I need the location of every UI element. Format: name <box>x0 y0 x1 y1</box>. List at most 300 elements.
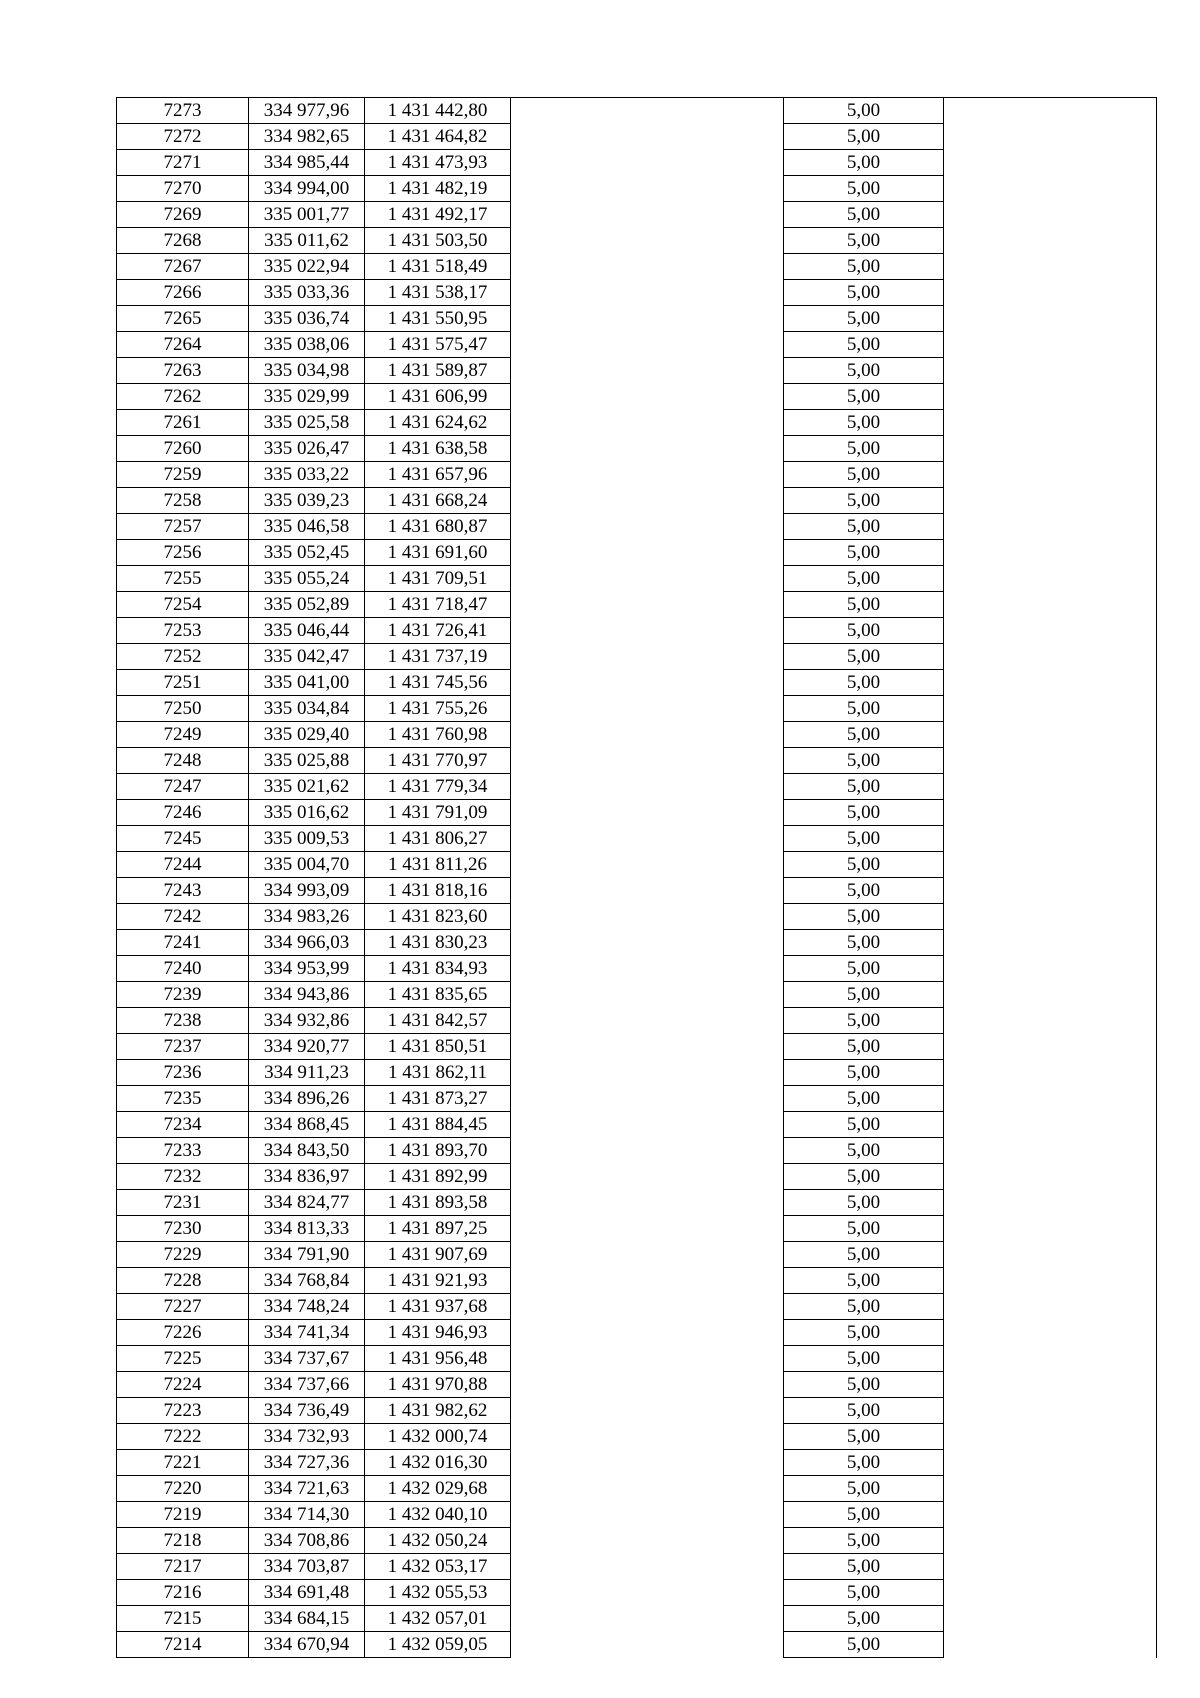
table-row <box>117 1216 1157 1242</box>
note-cell <box>511 98 784 124</box>
table-row <box>117 956 1157 982</box>
table-row <box>117 1424 1157 1450</box>
extra-cell <box>944 878 1157 904</box>
coordinates-table-body <box>117 98 1157 1658</box>
accuracy-cell: 5,00 <box>784 1606 944 1632</box>
note-cell <box>511 1632 784 1658</box>
table-row <box>117 748 1157 774</box>
x-coordinate-cell: 335 021,62 <box>249 774 365 800</box>
accuracy-cell: 5,00 <box>784 592 944 618</box>
extra-cell <box>944 1554 1157 1580</box>
point-number-cell: 7270 <box>117 176 249 202</box>
table-row <box>117 1242 1157 1268</box>
table-row <box>117 878 1157 904</box>
accuracy-cell: 5,00 <box>784 852 944 878</box>
note-cell <box>511 280 784 306</box>
extra-cell <box>944 436 1157 462</box>
x-coordinate-cell: 334 994,00 <box>249 176 365 202</box>
accuracy-cell: 5,00 <box>784 1008 944 1034</box>
extra-cell <box>944 1112 1157 1138</box>
extra-cell <box>944 1502 1157 1528</box>
y-coordinate-cell: 1 431 806,27 <box>365 826 511 852</box>
point-number-cell: 7259 <box>117 462 249 488</box>
table-row <box>117 488 1157 514</box>
extra-cell <box>944 254 1157 280</box>
point-number-cell: 7237 <box>117 1034 249 1060</box>
note-cell <box>511 1346 784 1372</box>
accuracy-cell: 5,00 <box>784 1190 944 1216</box>
y-coordinate-cell: 1 431 873,27 <box>365 1086 511 1112</box>
table-row <box>117 1190 1157 1216</box>
y-coordinate-cell: 1 431 745,56 <box>365 670 511 696</box>
extra-cell <box>944 930 1157 956</box>
y-coordinate-cell: 1 431 818,16 <box>365 878 511 904</box>
x-coordinate-cell: 335 025,88 <box>249 748 365 774</box>
point-number-cell: 7268 <box>117 228 249 254</box>
note-cell <box>511 566 784 592</box>
x-coordinate-cell: 335 055,24 <box>249 566 365 592</box>
table-row <box>117 982 1157 1008</box>
x-coordinate-cell: 335 038,06 <box>249 332 365 358</box>
table-row <box>117 1034 1157 1060</box>
note-cell <box>511 1112 784 1138</box>
note-cell <box>511 1606 784 1632</box>
accuracy-cell: 5,00 <box>784 1320 944 1346</box>
accuracy-cell: 5,00 <box>784 1034 944 1060</box>
note-cell <box>511 852 784 878</box>
x-coordinate-cell: 334 943,86 <box>249 982 365 1008</box>
y-coordinate-cell: 1 432 000,74 <box>365 1424 511 1450</box>
point-number-cell: 7228 <box>117 1268 249 1294</box>
y-coordinate-cell: 1 431 737,19 <box>365 644 511 670</box>
table-row <box>117 904 1157 930</box>
extra-cell <box>944 488 1157 514</box>
extra-cell <box>944 514 1157 540</box>
note-cell <box>511 1060 784 1086</box>
point-number-cell: 7214 <box>117 1632 249 1658</box>
point-number-cell: 7235 <box>117 1086 249 1112</box>
note-cell <box>511 1242 784 1268</box>
accuracy-cell: 5,00 <box>784 150 944 176</box>
accuracy-cell: 5,00 <box>784 826 944 852</box>
point-number-cell: 7263 <box>117 358 249 384</box>
x-coordinate-cell: 335 026,47 <box>249 436 365 462</box>
point-number-cell: 7258 <box>117 488 249 514</box>
table-row <box>117 514 1157 540</box>
x-coordinate-cell: 334 843,50 <box>249 1138 365 1164</box>
y-coordinate-cell: 1 431 726,41 <box>365 618 511 644</box>
point-number-cell: 7220 <box>117 1476 249 1502</box>
y-coordinate-cell: 1 431 473,93 <box>365 150 511 176</box>
y-coordinate-cell: 1 431 897,25 <box>365 1216 511 1242</box>
extra-cell <box>944 1034 1157 1060</box>
accuracy-cell: 5,00 <box>784 1294 944 1320</box>
table-row <box>117 800 1157 826</box>
extra-cell <box>944 306 1157 332</box>
extra-cell <box>944 566 1157 592</box>
accuracy-cell: 5,00 <box>784 1138 944 1164</box>
point-number-cell: 7265 <box>117 306 249 332</box>
table-row <box>117 1138 1157 1164</box>
accuracy-cell: 5,00 <box>784 618 944 644</box>
note-cell <box>511 1190 784 1216</box>
note-cell <box>511 1398 784 1424</box>
table-row <box>117 254 1157 280</box>
extra-cell <box>944 228 1157 254</box>
y-coordinate-cell: 1 432 016,30 <box>365 1450 511 1476</box>
table-row <box>117 176 1157 202</box>
y-coordinate-cell: 1 431 464,82 <box>365 124 511 150</box>
extra-cell <box>944 462 1157 488</box>
x-coordinate-cell: 335 036,74 <box>249 306 365 332</box>
x-coordinate-cell: 335 022,94 <box>249 254 365 280</box>
extra-cell <box>944 1268 1157 1294</box>
extra-cell <box>944 1606 1157 1632</box>
table-row <box>117 358 1157 384</box>
table-row <box>117 1268 1157 1294</box>
accuracy-cell: 5,00 <box>784 358 944 384</box>
note-cell <box>511 436 784 462</box>
note-cell <box>511 150 784 176</box>
x-coordinate-cell: 335 011,62 <box>249 228 365 254</box>
note-cell <box>511 384 784 410</box>
extra-cell <box>944 1216 1157 1242</box>
point-number-cell: 7238 <box>117 1008 249 1034</box>
table-row <box>117 1008 1157 1034</box>
table-row <box>117 1476 1157 1502</box>
accuracy-cell: 5,00 <box>784 774 944 800</box>
y-coordinate-cell: 1 431 624,62 <box>365 410 511 436</box>
point-number-cell: 7215 <box>117 1606 249 1632</box>
table-row <box>117 1086 1157 1112</box>
table-row <box>117 1164 1157 1190</box>
note-cell <box>511 1320 784 1346</box>
extra-cell <box>944 1242 1157 1268</box>
accuracy-cell: 5,00 <box>784 306 944 332</box>
accuracy-cell: 5,00 <box>784 1632 944 1658</box>
accuracy-cell: 5,00 <box>784 228 944 254</box>
y-coordinate-cell: 1 431 755,26 <box>365 696 511 722</box>
table-row <box>117 592 1157 618</box>
table-row <box>117 124 1157 150</box>
accuracy-cell: 5,00 <box>784 488 944 514</box>
accuracy-cell: 5,00 <box>784 1476 944 1502</box>
table-row <box>117 852 1157 878</box>
extra-cell <box>944 618 1157 644</box>
point-number-cell: 7250 <box>117 696 249 722</box>
note-cell <box>511 254 784 280</box>
table-row <box>117 540 1157 566</box>
x-coordinate-cell: 334 985,44 <box>249 150 365 176</box>
note-cell <box>511 306 784 332</box>
note-cell <box>511 696 784 722</box>
accuracy-cell: 5,00 <box>784 436 944 462</box>
coordinates-table <box>116 97 1157 1658</box>
extra-cell <box>944 202 1157 228</box>
y-coordinate-cell: 1 431 946,93 <box>365 1320 511 1346</box>
accuracy-cell: 5,00 <box>784 1450 944 1476</box>
point-number-cell: 7257 <box>117 514 249 540</box>
table-row <box>117 1502 1157 1528</box>
point-number-cell: 7244 <box>117 852 249 878</box>
table-row <box>117 774 1157 800</box>
x-coordinate-cell: 335 025,58 <box>249 410 365 436</box>
point-number-cell: 7236 <box>117 1060 249 1086</box>
note-cell <box>511 1294 784 1320</box>
y-coordinate-cell: 1 431 884,45 <box>365 1112 511 1138</box>
note-cell <box>511 618 784 644</box>
table-row <box>117 384 1157 410</box>
extra-cell <box>944 384 1157 410</box>
table-row <box>117 696 1157 722</box>
x-coordinate-cell: 335 046,58 <box>249 514 365 540</box>
point-number-cell: 7222 <box>117 1424 249 1450</box>
table-row <box>117 1398 1157 1424</box>
accuracy-cell: 5,00 <box>784 254 944 280</box>
point-number-cell: 7224 <box>117 1372 249 1398</box>
accuracy-cell: 5,00 <box>784 748 944 774</box>
y-coordinate-cell: 1 431 862,11 <box>365 1060 511 1086</box>
x-coordinate-cell: 335 009,53 <box>249 826 365 852</box>
point-number-cell: 7260 <box>117 436 249 462</box>
note-cell <box>511 332 784 358</box>
y-coordinate-cell: 1 431 680,87 <box>365 514 511 540</box>
y-coordinate-cell: 1 431 811,26 <box>365 852 511 878</box>
y-coordinate-cell: 1 431 907,69 <box>365 1242 511 1268</box>
point-number-cell: 7273 <box>117 98 249 124</box>
y-coordinate-cell: 1 431 550,95 <box>365 306 511 332</box>
table-row <box>117 1554 1157 1580</box>
x-coordinate-cell: 334 911,23 <box>249 1060 365 1086</box>
y-coordinate-cell: 1 432 057,01 <box>365 1606 511 1632</box>
accuracy-cell: 5,00 <box>784 644 944 670</box>
x-coordinate-cell: 335 016,62 <box>249 800 365 826</box>
accuracy-cell: 5,00 <box>784 1216 944 1242</box>
extra-cell <box>944 1060 1157 1086</box>
accuracy-cell: 5,00 <box>784 1502 944 1528</box>
note-cell <box>511 1580 784 1606</box>
table-row <box>117 1346 1157 1372</box>
point-number-cell: 7251 <box>117 670 249 696</box>
accuracy-cell: 5,00 <box>784 1528 944 1554</box>
point-number-cell: 7239 <box>117 982 249 1008</box>
y-coordinate-cell: 1 431 589,87 <box>365 358 511 384</box>
note-cell <box>511 956 784 982</box>
y-coordinate-cell: 1 431 834,93 <box>365 956 511 982</box>
table-row <box>117 618 1157 644</box>
y-coordinate-cell: 1 431 503,50 <box>365 228 511 254</box>
point-number-cell: 7267 <box>117 254 249 280</box>
accuracy-cell: 5,00 <box>784 1424 944 1450</box>
accuracy-cell: 5,00 <box>784 1554 944 1580</box>
point-number-cell: 7253 <box>117 618 249 644</box>
accuracy-cell: 5,00 <box>784 1398 944 1424</box>
extra-cell <box>944 592 1157 618</box>
table-row <box>117 228 1157 254</box>
x-coordinate-cell: 335 034,98 <box>249 358 365 384</box>
x-coordinate-cell: 334 966,03 <box>249 930 365 956</box>
y-coordinate-cell: 1 431 770,97 <box>365 748 511 774</box>
y-coordinate-cell: 1 431 538,17 <box>365 280 511 306</box>
x-coordinate-cell: 334 982,65 <box>249 124 365 150</box>
x-coordinate-cell: 334 768,84 <box>249 1268 365 1294</box>
y-coordinate-cell: 1 431 823,60 <box>365 904 511 930</box>
accuracy-cell: 5,00 <box>784 98 944 124</box>
y-coordinate-cell: 1 431 937,68 <box>365 1294 511 1320</box>
point-number-cell: 7221 <box>117 1450 249 1476</box>
point-number-cell: 7272 <box>117 124 249 150</box>
accuracy-cell: 5,00 <box>784 1580 944 1606</box>
point-number-cell: 7245 <box>117 826 249 852</box>
x-coordinate-cell: 334 684,15 <box>249 1606 365 1632</box>
point-number-cell: 7233 <box>117 1138 249 1164</box>
table-row <box>117 644 1157 670</box>
extra-cell <box>944 800 1157 826</box>
table-row <box>117 930 1157 956</box>
x-coordinate-cell: 334 748,24 <box>249 1294 365 1320</box>
x-coordinate-cell: 334 703,87 <box>249 1554 365 1580</box>
extra-cell <box>944 1294 1157 1320</box>
x-coordinate-cell: 334 868,45 <box>249 1112 365 1138</box>
accuracy-cell: 5,00 <box>784 540 944 566</box>
extra-cell <box>944 176 1157 202</box>
y-coordinate-cell: 1 432 055,53 <box>365 1580 511 1606</box>
y-coordinate-cell: 1 432 040,10 <box>365 1502 511 1528</box>
y-coordinate-cell: 1 432 053,17 <box>365 1554 511 1580</box>
table-row <box>117 462 1157 488</box>
accuracy-cell: 5,00 <box>784 904 944 930</box>
y-coordinate-cell: 1 431 482,19 <box>365 176 511 202</box>
table-row <box>117 1528 1157 1554</box>
accuracy-cell: 5,00 <box>784 1112 944 1138</box>
point-number-cell: 7217 <box>117 1554 249 1580</box>
note-cell <box>511 462 784 488</box>
y-coordinate-cell: 1 431 575,47 <box>365 332 511 358</box>
table-row <box>117 1450 1157 1476</box>
table-row <box>117 306 1157 332</box>
table-row <box>117 826 1157 852</box>
point-number-cell: 7231 <box>117 1190 249 1216</box>
note-cell <box>511 1268 784 1294</box>
point-number-cell: 7243 <box>117 878 249 904</box>
extra-cell <box>944 124 1157 150</box>
point-number-cell: 7247 <box>117 774 249 800</box>
y-coordinate-cell: 1 431 791,09 <box>365 800 511 826</box>
x-coordinate-cell: 335 029,40 <box>249 722 365 748</box>
extra-cell <box>944 1398 1157 1424</box>
point-number-cell: 7216 <box>117 1580 249 1606</box>
point-number-cell: 7256 <box>117 540 249 566</box>
extra-cell <box>944 1476 1157 1502</box>
table-row <box>117 670 1157 696</box>
y-coordinate-cell: 1 431 691,60 <box>365 540 511 566</box>
x-coordinate-cell: 334 691,48 <box>249 1580 365 1606</box>
x-coordinate-cell: 334 983,26 <box>249 904 365 930</box>
accuracy-cell: 5,00 <box>784 384 944 410</box>
x-coordinate-cell: 334 727,36 <box>249 1450 365 1476</box>
accuracy-cell: 5,00 <box>784 982 944 1008</box>
extra-cell <box>944 904 1157 930</box>
x-coordinate-cell: 335 004,70 <box>249 852 365 878</box>
x-coordinate-cell: 335 042,47 <box>249 644 365 670</box>
x-coordinate-cell: 334 736,49 <box>249 1398 365 1424</box>
point-number-cell: 7271 <box>117 150 249 176</box>
note-cell <box>511 748 784 774</box>
table-row <box>117 1372 1157 1398</box>
x-coordinate-cell: 335 052,45 <box>249 540 365 566</box>
extra-cell <box>944 670 1157 696</box>
y-coordinate-cell: 1 431 893,70 <box>365 1138 511 1164</box>
point-number-cell: 7264 <box>117 332 249 358</box>
x-coordinate-cell: 335 029,99 <box>249 384 365 410</box>
accuracy-cell: 5,00 <box>784 280 944 306</box>
extra-cell <box>944 1086 1157 1112</box>
accuracy-cell: 5,00 <box>784 124 944 150</box>
y-coordinate-cell: 1 431 657,96 <box>365 462 511 488</box>
accuracy-cell: 5,00 <box>784 1242 944 1268</box>
extra-cell <box>944 1632 1157 1658</box>
point-number-cell: 7219 <box>117 1502 249 1528</box>
table-row <box>117 202 1157 228</box>
x-coordinate-cell: 335 001,77 <box>249 202 365 228</box>
y-coordinate-cell: 1 431 668,24 <box>365 488 511 514</box>
point-number-cell: 7229 <box>117 1242 249 1268</box>
x-coordinate-cell: 335 034,84 <box>249 696 365 722</box>
accuracy-cell: 5,00 <box>784 930 944 956</box>
y-coordinate-cell: 1 431 893,58 <box>365 1190 511 1216</box>
point-number-cell: 7255 <box>117 566 249 592</box>
x-coordinate-cell: 334 741,34 <box>249 1320 365 1346</box>
y-coordinate-cell: 1 431 842,57 <box>365 1008 511 1034</box>
point-number-cell: 7226 <box>117 1320 249 1346</box>
y-coordinate-cell: 1 431 492,17 <box>365 202 511 228</box>
accuracy-cell: 5,00 <box>784 670 944 696</box>
point-number-cell: 7266 <box>117 280 249 306</box>
table-row <box>117 1580 1157 1606</box>
x-coordinate-cell: 334 721,63 <box>249 1476 365 1502</box>
table-row <box>117 722 1157 748</box>
accuracy-cell: 5,00 <box>784 1086 944 1112</box>
accuracy-cell: 5,00 <box>784 878 944 904</box>
point-number-cell: 7269 <box>117 202 249 228</box>
note-cell <box>511 1554 784 1580</box>
table-row <box>117 150 1157 176</box>
extra-cell <box>944 332 1157 358</box>
note-cell <box>511 1476 784 1502</box>
extra-cell <box>944 644 1157 670</box>
point-number-cell: 7246 <box>117 800 249 826</box>
y-coordinate-cell: 1 431 830,23 <box>365 930 511 956</box>
table-row <box>117 280 1157 306</box>
point-number-cell: 7225 <box>117 1346 249 1372</box>
accuracy-cell: 5,00 <box>784 1164 944 1190</box>
note-cell <box>511 202 784 228</box>
x-coordinate-cell: 335 052,89 <box>249 592 365 618</box>
table-row <box>117 1320 1157 1346</box>
extra-cell <box>944 1164 1157 1190</box>
note-cell <box>511 644 784 670</box>
note-cell <box>511 1008 784 1034</box>
x-coordinate-cell: 335 041,00 <box>249 670 365 696</box>
note-cell <box>511 1372 784 1398</box>
table-row <box>117 436 1157 462</box>
y-coordinate-cell: 1 432 029,68 <box>365 1476 511 1502</box>
point-number-cell: 7249 <box>117 722 249 748</box>
x-coordinate-cell: 334 920,77 <box>249 1034 365 1060</box>
note-cell <box>511 982 784 1008</box>
note-cell <box>511 488 784 514</box>
x-coordinate-cell: 334 732,93 <box>249 1424 365 1450</box>
